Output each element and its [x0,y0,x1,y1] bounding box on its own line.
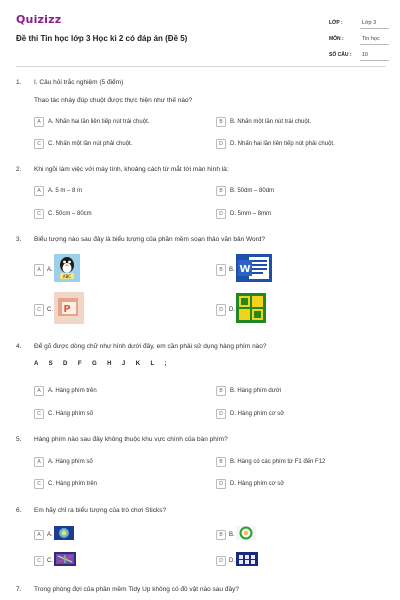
option-label: D. [229,558,235,564]
option-label: D. Hàng phím cơ sở [230,481,285,487]
meta-class-label: LỚP : [329,19,343,26]
option-label: B. 50dm – 80dm [230,188,275,194]
option-badge: A [34,457,44,467]
option-badge: D [216,556,226,566]
word-document-icon [236,254,272,287]
question-text: Hàng phím nào sau đây không thuộc khu vực chính của bàn phím? [34,436,228,443]
option-a[interactable] [34,456,93,468]
option-c[interactable] [34,478,97,490]
meta-class-value: Lớp 3 [360,17,389,29]
option-label: A. [47,532,53,538]
option-label: C. Hàng phím số [48,411,94,417]
meta-count-row [329,47,389,62]
option-label: C. [47,307,53,313]
option-label: A. Hàng phím trên [48,388,97,394]
option-label: B. [229,532,235,538]
option-badge: A [34,117,44,127]
question-number: 5. [16,436,22,443]
question-6 [16,507,388,573]
option-badge: C [34,479,44,489]
green-grid-icon [236,293,266,328]
option-d[interactable] [216,408,284,420]
option-b[interactable] [216,116,311,128]
option-label: B. Nhấn một lần nút trái chuột. [230,119,312,125]
meta-subject-value: Tin học [360,33,389,45]
sticks-game-icon [54,552,76,571]
option-badge: D [216,304,226,316]
option-badge: B [216,457,226,467]
question-5 [16,436,388,494]
question-number: 4. [16,343,22,350]
option-badge: C [34,556,44,566]
option-badge: A [34,530,44,540]
option-b[interactable] [216,385,281,397]
option-d[interactable] [216,478,284,490]
question-number: 3. [16,236,22,243]
blue-circle-icon [54,526,74,545]
option-label: D. [229,307,235,313]
option-d[interactable] [216,554,258,568]
option-d[interactable] [216,138,335,150]
option-c[interactable] [34,208,92,220]
option-c[interactable] [34,554,76,568]
meta-subject-label: MÔN : [329,35,344,42]
meta-class-row [329,15,389,30]
option-badge: A [34,386,44,396]
option-badge: A [34,264,44,276]
powerpoint-icon [54,292,84,329]
option-badge: D [216,209,226,219]
option-label: B. Hàng có các phím từ F1 đến F12 [230,459,326,465]
option-label: D. Nhấn hai lần liên tiếp nút phải chuột. [230,141,335,147]
option-d[interactable] [216,208,271,220]
option-label: D. Hàng phím cơ sở [230,411,285,417]
meta-box [329,15,389,63]
option-badge: C [34,304,44,316]
question-text: I. Câu hỏi trắc nghiệm (5 điểm) [34,79,124,86]
option-label: B. [229,267,235,273]
question-number: 6. [16,507,22,514]
option-c[interactable] [34,296,84,324]
option-a[interactable] [34,256,80,284]
option-b[interactable] [216,528,256,542]
question-number: 1. [16,79,22,86]
option-badge: A [34,186,44,196]
question-1 [16,79,388,154]
question-text: Em hãy chỉ ra biểu tượng của trò chơi Sticks? [34,507,167,514]
option-label: A. 5 m – 8 m [48,188,83,194]
svg-text:W: W [239,263,251,275]
option-label: A. Nhấn hai lần liên tiếp nút trái chuột. [48,119,150,125]
question-2 [16,166,388,224]
option-badge: D [216,409,226,419]
option-badge: D [216,139,226,149]
meta-subject-row [329,31,389,46]
page-title: Đề thi Tin học lớp 3 Học kì 2 có đáp án (Đề 5) [16,34,188,43]
header-divider [16,66,386,67]
option-label: C. Hàng phím trên [48,481,98,487]
question-3 [16,236,388,332]
option-b[interactable] [216,456,325,468]
option-label: C. 50cm – 80cm [48,211,92,217]
question-text: Khi ngồi làm việc với máy tính, khoảng cách từ mắt tới màn hình là: [34,166,229,173]
quizizz-logo: Quizizz [16,13,62,26]
blue-grid-icon [236,552,258,571]
option-label: D. 5mm – 8mm [230,211,272,217]
option-label: A. Hàng phím số [48,459,93,465]
option-a[interactable] [34,116,149,128]
option-a[interactable] [34,185,82,197]
svg-text:P: P [63,303,71,315]
svg-text:ABC: ABC [62,273,71,279]
key-row-text: A S D F G H J K L ; [34,361,169,367]
question-text: Biểu tượng nào sau đây là biểu tượng của phần mềm soạn thảo văn bản Word? [34,236,266,243]
green-circle-icon [236,526,256,545]
option-label: B. Hàng phím dưới [230,388,281,394]
question-text: Trong phòng đợi của phần mềm Tidy Up không có đồ vật nào sau đây? [34,586,239,593]
option-b[interactable] [216,256,272,284]
option-badge: B [216,117,226,127]
option-badge: C [34,139,44,149]
question-7 [16,586,388,598]
option-a[interactable] [34,528,74,542]
question-4 [16,343,388,423]
option-a[interactable] [34,385,97,397]
question-number: 2. [16,166,22,173]
option-label: C. [47,558,53,564]
option-badge: C [34,409,44,419]
option-label: C. Nhấn một lần nút phải chuột. [48,141,133,147]
question-text: Để gõ được dòng chữ như hình dưới đây, em cần phải sử dụng hàng phím nào? [34,343,267,350]
option-label: A. [47,267,53,273]
meta-count-value: 10 [360,49,389,61]
option-c[interactable] [34,408,93,420]
option-badge: B [216,186,226,196]
question-number: 7. [16,586,22,593]
option-badge: B [216,530,226,540]
question-subtext: Thao tác nháy đúp chuột được thực hiện như thế nào? [34,97,193,104]
option-badge: B [216,386,226,396]
worksheet-header [0,0,400,62]
option-badge: C [34,209,44,219]
option-badge: D [216,479,226,489]
option-b[interactable] [216,185,274,197]
option-badge: B [216,264,226,276]
option-c[interactable] [34,138,132,150]
option-d[interactable] [216,296,266,324]
meta-count-label: SỐ CÂU : [329,51,352,58]
penguin-abc-icon [54,254,80,287]
